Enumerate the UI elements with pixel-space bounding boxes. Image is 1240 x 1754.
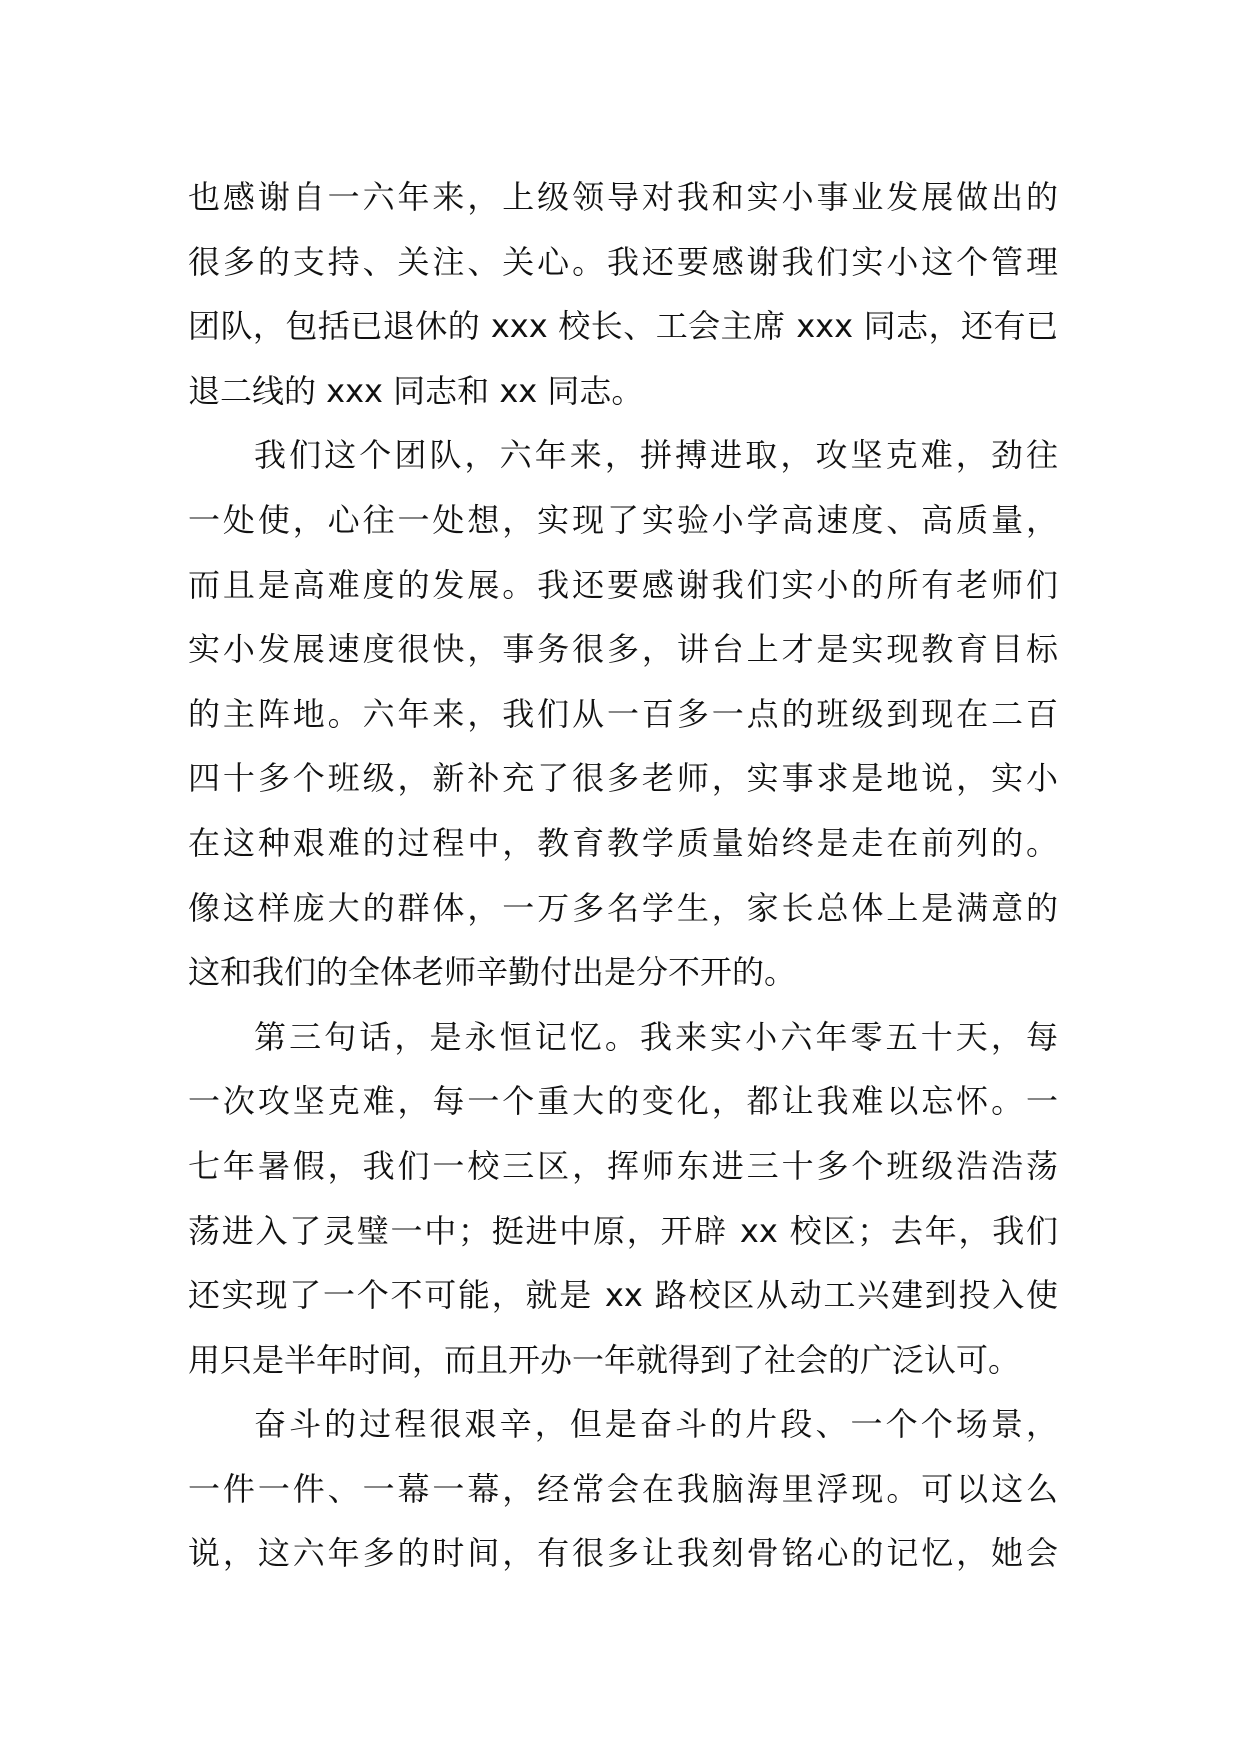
text-line: 的主阵地。六年来，我们从一百多一点的班级到现在二百 [188,694,1058,733]
text-line: 奋斗的过程很艰辛，但是奋斗的片段、一个个场景， [254,1405,1058,1444]
text-line: 我们这个团队，六年来，拼搏进取，攻坚克难，劲往 [254,436,1058,475]
text-line: 实小发展速度很快，事务很多，讲台上才是实现教育目标 [188,630,1058,669]
text-line: 一次攻坚克难，每一个重大的变化，都让我难以忘怀。一 [188,1082,1058,1121]
text-line: 这和我们的全体老师辛勤付出是分不开的。 [188,953,797,992]
text-line: 一处使，心往一处想，实现了实验小学高速度、高质量， [188,500,1058,539]
text-line: 退二线的 xxx 同志和 xx 同志。 [188,371,644,410]
text-line: 用只是半年时间，而且开办一年就得到了社会的广泛认可。 [188,1340,1021,1379]
text-line: 还实现了一个不可能，就是 xx 路校区从动工兴建到投入使 [188,1276,1058,1315]
text-line: 七年暑假，我们一校三区，挥师东进三十多个班级浩浩荡 [188,1146,1058,1185]
text-line: 在这种艰难的过程中，教育教学质量始终是走在前列的。 [188,823,1058,862]
text-line: 而且是高难度的发展。我还要感谢我们实小的所有老师们 [188,565,1058,604]
text-line: 第三句话，是永恒记忆。我来实小六年零五十天，每 [254,1017,1058,1056]
text-line: 也感谢自一六年来，上级领导对我和实小事业发展做出的 [188,178,1058,216]
text-line: 很多的支持、关注、关心。我还要感谢我们实小这个管理 [188,242,1058,281]
text-line: 荡进入了灵璧一中；挺进中原，开辟 xx 校区；去年，我们 [188,1211,1058,1250]
text-line: 像这样庞大的群体，一万多名学生，家长总体上是满意的 [188,888,1058,927]
body-text [188,165,1058,1586]
text-line: 一件一件、一幕一幕，经常会在我脑海里浮现。可以这么 [188,1469,1058,1508]
text-line: 说，这六年多的时间，有很多让我刻骨铭心的记忆，她会 [188,1534,1058,1573]
text-line: 四十多个班级，新补充了很多老师，实事求是地说，实小 [188,759,1058,798]
text-line: 团队，包括已退休的 xxx 校长、工会主席 xxx 同志，还有已 [188,307,1058,346]
